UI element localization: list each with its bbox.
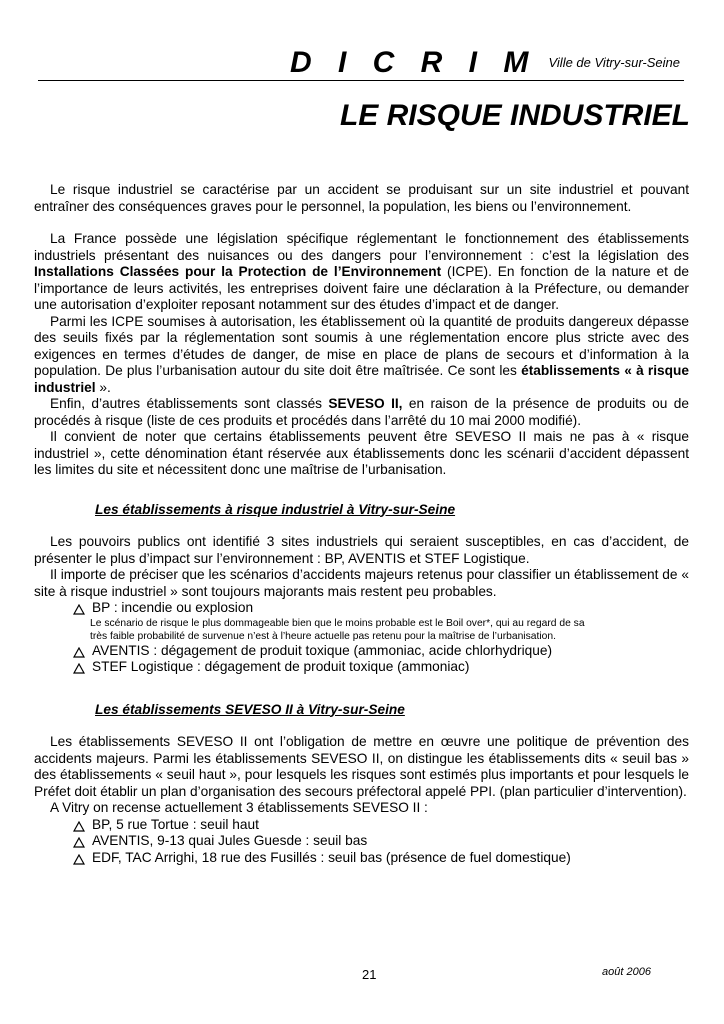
section-title-risque-industriel: Les établissements à risque industriel à Vitry-sur-Seine <box>95 501 456 517</box>
icpe-term: Installations Classées pour la Protection de l’Environnement <box>34 264 442 279</box>
footnote-line-2: très faible probabilité de survenue n’est à l’heure actuelle pas retenu pour la maîtrise de l’urbanisation. <box>90 630 556 642</box>
header-title: D I C R I M <box>290 46 538 79</box>
triangle-bullet-icon <box>73 837 85 848</box>
page-title: LE RISQUE INDUSTRIEL <box>339 99 690 132</box>
triangle-bullet-icon <box>73 854 85 865</box>
intro-paragraph-3: Parmi les ICPE soumises à autorisation, les établissement où la quantité de produits dangereux dépasse des seuils fixés par la réglementation sont soumis à une réglementation encore plus stricte avec des exigences en termes d’études de danger, de mise en place de plans de secours et d’information à la population. De plus l’urbanisation autour du site doit être maîtrisée. Ce sont les établissements « à risque industriel ». <box>34 313 690 395</box>
list-item: AVENTIS, 9-13 quai Jules Guesde : seuil bas <box>34 833 689 850</box>
triangle-bullet-icon <box>73 821 85 832</box>
intro-paragraph-2: La France possède une législation spécifique réglementant le fonctionnement des établissements industriels présentant des nuisances ou des dangers pour l’environnement : c’est la législation des Installations Classées pour la Protection de l’Environnement (ICPE). En fonction de la nature et de l’importance de leurs activités, les entreprises doivent faire une déclaration à la Préfecture, ou demander une autorisation d’exploiter reposant notamment sur des études d’impact et de danger. <box>34 231 689 312</box>
risk-term: établissements « à risque industriel <box>34 363 690 395</box>
list-item: EDF, TAC Arrighi, 18 rue des Fusillés : seuil bas (présence de fuel domestique) <box>34 850 689 867</box>
section-title-seveso: Les établissements SEVESO II à Vitry-sur-Seine <box>95 701 405 717</box>
header-city: Ville de Vitry-sur-Seine <box>548 55 680 70</box>
list-item: AVENTIS : dégagement de produit toxique (ammoniac, acide chlorhydrique) <box>34 643 689 660</box>
header-divider <box>38 80 684 81</box>
section1-paragraph-2: Il importe de préciser que les scénarios d’accidents majeurs retenus pour classifier un établissement de « site à risque industriel » sont toujours majorants mais restent peu probables. <box>34 567 689 599</box>
seveso-term: SEVESO II, <box>328 396 403 411</box>
triangle-bullet-icon <box>73 663 85 674</box>
triangle-bullet-icon <box>73 647 85 658</box>
document-body <box>34 182 689 866</box>
footnote-line-1: Le scénario de risque le plus dommageable bien que le moins probable est le Boil over*, qui au regard de sa <box>90 617 585 629</box>
section2-paragraph-1: Les établissements SEVESO II ont l’obligation de mettre en œuvre une politique de prévention des accidents majeurs. Parmi les établissements SEVESO II, on distingue les établissements dits « seuil bas » des établissements « seuil haut », pour lesquels les risques sont estimés plus importants et pour lesquels le Préfet doit établir un plan d’organisation des secours préfectoral appelé PPI. (plan particulier d’intervention). <box>34 734 689 799</box>
page-number: 21 <box>362 967 377 982</box>
footer-date: août 2006 <box>602 966 651 978</box>
section2-paragraph-2: A Vitry on recense actuellement 3 établissements SEVESO II : <box>50 800 428 815</box>
intro-paragraph-1: Le risque industriel se caractérise par un accident se produisant sur un site industriel et pouvant entraîner des conséquences graves pour le personnel, la population, les biens ou l’environnement. <box>34 182 689 214</box>
list-item: BP, 5 rue Tortue : seuil haut <box>34 817 689 834</box>
intro-paragraph-4: Enfin, d’autres établissements sont classés SEVESO II, en raison de la présence de produits ou de procédés à risque (liste de ces produits et procédés dans l’arrêté du 10 mai 2000 modifié). <box>34 396 689 428</box>
intro-paragraph-5: Il convient de noter que certains établissements peuvent être SEVESO II mais ne pas à « risque industriel », cette dénomination étant réservée aux établissements donc les scénarii d’accident dépassent les limites du site et nécessitent donc une maîtrise de l’urbanisation. <box>34 429 689 477</box>
triangle-bullet-icon <box>73 604 85 615</box>
list-item: BP : incendie ou explosion <box>34 600 689 617</box>
section1-paragraph-1: Les pouvoirs publics ont identifié 3 sites industriels qui seraient susceptibles, en cas d’accident, de présenter le plus d’impact sur l’environnement : BP, AVENTIS et STEF Logistique. <box>34 534 689 566</box>
list-item: STEF Logistique : dégagement de produit toxique (ammoniac) <box>34 659 689 676</box>
